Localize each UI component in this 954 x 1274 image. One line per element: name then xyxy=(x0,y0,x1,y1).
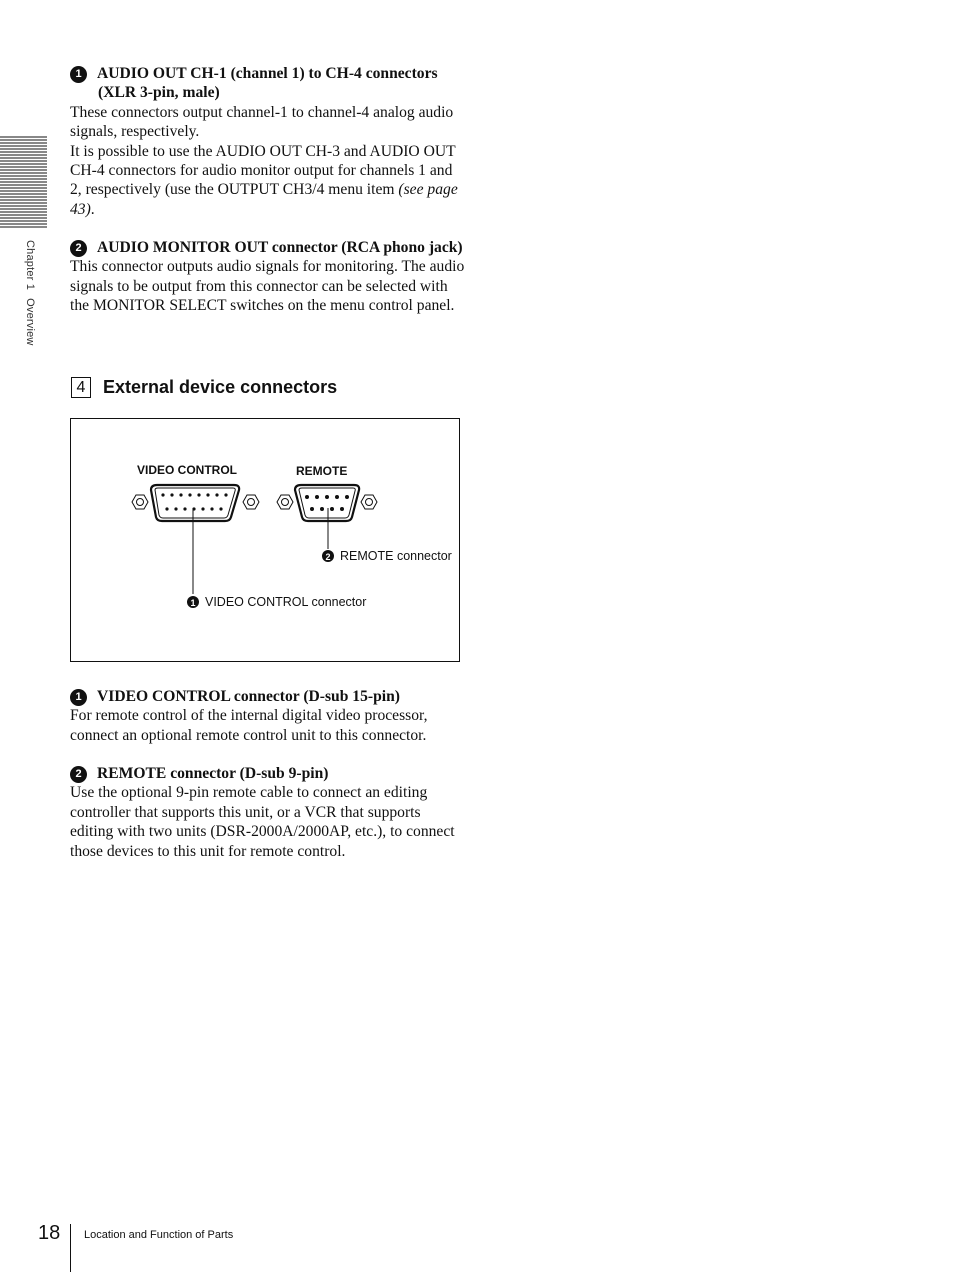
callout-number-1: 1 xyxy=(70,689,87,706)
page-number: 18 xyxy=(38,1222,61,1244)
item-description: This connector outputs audio signals for monitoring. The audio signals to be output from this connector can be selected with the MONITOR SELECT switches on the menu control panel. xyxy=(70,258,465,315)
chapter-tab-stripes xyxy=(0,135,47,230)
video-control-dsub15-connector xyxy=(132,485,259,521)
footer-divider xyxy=(70,1224,71,1272)
item-heading xyxy=(70,687,465,706)
item-description xyxy=(70,103,465,219)
item-heading xyxy=(70,64,465,103)
callout-2 xyxy=(322,549,452,563)
connector-figure xyxy=(70,418,460,662)
callout-1-label: VIDEO CONTROL connector xyxy=(205,595,367,609)
section-heading xyxy=(71,377,337,398)
callout-number-1: 1 xyxy=(70,66,87,83)
item-description: Use the optional 9-pin remote cable to connect an editing controller that supports this unit, or a VCR that supports editing with two units (DSR-2000A/2000AP, etc.), to connect those devices to this unit for remote control. xyxy=(70,784,455,860)
audio-out-item xyxy=(70,64,465,219)
callout-2-label: REMOTE connector xyxy=(340,549,452,563)
item-title: REMOTE connector (D-sub 9-pin) xyxy=(97,765,329,782)
callout-2-number: 2 xyxy=(325,552,331,562)
page-reference: (see page 43) xyxy=(70,181,458,218)
paragraph-end: . xyxy=(90,200,95,218)
callout-1 xyxy=(187,595,366,609)
paragraph: These connectors output channel-1 to channel-4 analog audio signals, respectively. xyxy=(70,103,454,141)
section-title: External device connectors xyxy=(103,377,338,397)
item-heading xyxy=(70,238,465,257)
item-description: For remote control of the internal digital video processor, connect an optional remote control unit to this connector. xyxy=(70,707,428,744)
footer-section-title: Location and Function of Parts xyxy=(84,1229,234,1241)
callout-1-number: 1 xyxy=(190,598,196,608)
remote-item xyxy=(70,764,465,861)
item-title: VIDEO CONTROL connector (D-sub 15-pin) xyxy=(97,688,400,705)
chapter-label: Chapter 1 xyxy=(24,240,36,291)
item-title: AUDIO MONITOR OUT connector (RCA phono jack) xyxy=(97,239,463,256)
item-heading xyxy=(70,764,465,783)
remote-dsub9-connector xyxy=(277,485,377,521)
audio-monitor-item xyxy=(70,238,465,316)
item-title: AUDIO OUT CH-1 (channel 1) to CH-4 connectors (XLR 3-pin, male) xyxy=(97,65,438,102)
chapter-side-label xyxy=(24,240,36,360)
paragraph xyxy=(70,142,465,220)
video-control-item xyxy=(70,687,465,745)
connector-diagram xyxy=(71,419,461,663)
section-number: 4 xyxy=(71,377,91,398)
callout-number-2: 2 xyxy=(70,240,87,257)
chapter-section-label: Overview xyxy=(24,298,36,346)
remote-panel-label: REMOTE xyxy=(296,464,348,478)
paragraph-text: It is possible to use the AUDIO OUT CH-3 and AUDIO OUT CH-4 connectors for audio monitor output for channels 1 and 2, respectively (use the OUTPUT CH3/4 menu item xyxy=(70,142,456,199)
callout-number-2: 2 xyxy=(70,766,87,783)
video-control-panel-label: VIDEO CONTROL xyxy=(137,463,238,477)
